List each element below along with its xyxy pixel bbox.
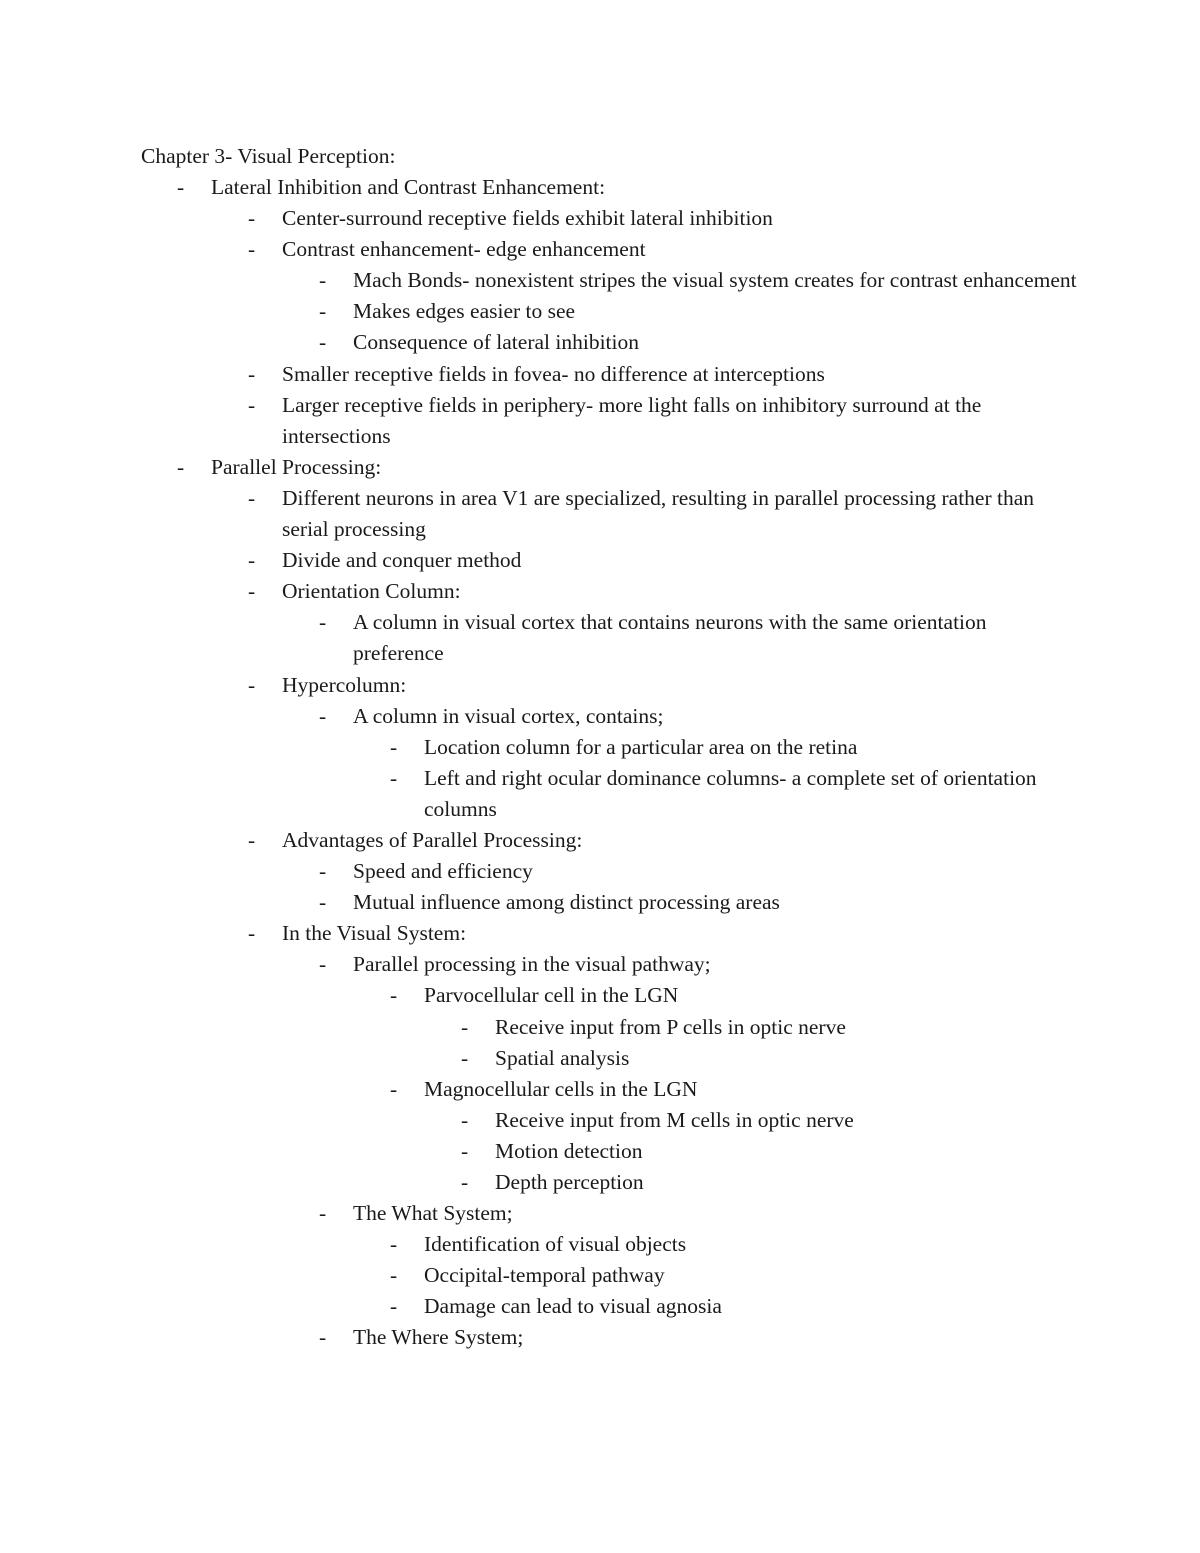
list-item bbox=[141, 265, 1077, 296]
list-item-text: Receive input from P cells in optic nerve bbox=[495, 1014, 846, 1039]
list-item bbox=[141, 1043, 1061, 1074]
bullet-dash: - bbox=[248, 392, 256, 417]
bullet-dash: - bbox=[248, 921, 256, 946]
list-item bbox=[141, 980, 1061, 1011]
list-item bbox=[141, 390, 1061, 452]
list-item bbox=[141, 1198, 1061, 1229]
bullet-dash: - bbox=[461, 1014, 469, 1039]
list-item-text: Damage can lead to visual agnosia bbox=[424, 1294, 722, 1319]
list-item bbox=[141, 701, 1061, 732]
list-item-text: Occipital-temporal pathway bbox=[424, 1263, 665, 1288]
list-item-text: Spatial analysis bbox=[495, 1045, 630, 1070]
bullet-dash: - bbox=[248, 548, 256, 573]
bullet-outline bbox=[141, 172, 1077, 1354]
bullet-dash: - bbox=[461, 1138, 469, 1163]
bullet-dash: - bbox=[248, 485, 256, 510]
bullet-dash: - bbox=[390, 1232, 398, 1257]
bullet-dash: - bbox=[319, 299, 327, 324]
list-item-text: Location column for a particular area on the retina bbox=[424, 734, 858, 759]
list-item bbox=[141, 949, 1061, 980]
list-item bbox=[141, 887, 1061, 918]
list-item bbox=[141, 918, 1061, 949]
bullet-dash: - bbox=[319, 859, 327, 884]
list-item bbox=[141, 763, 1061, 825]
list-item bbox=[141, 1229, 1061, 1260]
bullet-dash: - bbox=[319, 890, 327, 915]
list-item bbox=[141, 1167, 1061, 1198]
list-item-text: Mutual influence among distinct processing areas bbox=[353, 890, 780, 915]
list-item-text: In the Visual System: bbox=[282, 921, 467, 946]
list-item bbox=[141, 1105, 1061, 1136]
bullet-dash: - bbox=[319, 610, 327, 635]
list-item bbox=[141, 607, 1061, 669]
bullet-dash: - bbox=[390, 765, 398, 790]
list-item-text: Mach Bonds- nonexistent stripes the visual system creates for contrast enhancement bbox=[353, 268, 1077, 293]
bullet-dash: - bbox=[390, 1263, 398, 1288]
list-item-text: Smaller receptive fields in fovea- no difference at interceptions bbox=[282, 361, 825, 386]
list-item-text: The What System; bbox=[353, 1201, 513, 1226]
list-item-text: Identification of visual objects bbox=[424, 1232, 687, 1257]
list-item-text: Motion detection bbox=[495, 1138, 643, 1163]
list-item-text: Different neurons in area V1 are specialized, resulting in parallel processing rather than serial processing bbox=[282, 485, 1035, 542]
bullet-dash: - bbox=[319, 268, 327, 293]
bullet-dash: - bbox=[390, 983, 398, 1008]
list-item bbox=[141, 1291, 1061, 1322]
list-item bbox=[141, 670, 1061, 701]
list-item bbox=[141, 545, 1061, 576]
list-item-text: Parvocellular cell in the LGN bbox=[424, 983, 679, 1008]
bullet-dash: - bbox=[390, 1294, 398, 1319]
list-item-text: Left and right ocular dominance columns- a complete set of orientation columns bbox=[424, 765, 1037, 821]
bullet-dash: - bbox=[390, 734, 398, 759]
list-item-text: Divide and conquer method bbox=[282, 548, 522, 573]
list-item-text: Magnocellular cells in the LGN bbox=[424, 1076, 698, 1101]
list-item-text: Parallel Processing: bbox=[211, 454, 382, 479]
bullet-dash: - bbox=[319, 330, 327, 355]
bullet-dash: - bbox=[248, 206, 256, 231]
bullet-dash: - bbox=[461, 1107, 469, 1132]
bullet-dash: - bbox=[319, 1325, 327, 1350]
list-item-text: Parallel processing in the visual pathway; bbox=[353, 952, 711, 977]
list-item-text: Makes edges easier to see bbox=[353, 299, 576, 324]
bullet-dash: - bbox=[248, 579, 256, 604]
bullet-dash: - bbox=[248, 672, 256, 697]
bullet-dash: - bbox=[248, 827, 256, 852]
list-item bbox=[141, 825, 1061, 856]
bullet-dash: - bbox=[461, 1045, 469, 1070]
bullet-dash: - bbox=[390, 1076, 398, 1101]
list-item-text: Orientation Column: bbox=[282, 579, 461, 604]
bullet-dash: - bbox=[461, 1170, 469, 1194]
list-item-text: Receive input from M cells in optic nerve bbox=[495, 1107, 854, 1132]
list-item bbox=[141, 1012, 1061, 1043]
list-item bbox=[141, 483, 1061, 545]
list-item bbox=[141, 452, 1061, 483]
list-item bbox=[141, 1074, 1061, 1105]
bullet-dash: - bbox=[248, 237, 256, 262]
list-item bbox=[141, 234, 1061, 265]
list-item-text: Larger receptive fields in periphery- more light falls on inhibitory surround at the intersections bbox=[282, 392, 982, 448]
bullet-dash: - bbox=[177, 454, 185, 479]
list-item bbox=[141, 1322, 1061, 1353]
list-item bbox=[141, 576, 1061, 607]
bullet-dash: - bbox=[319, 1201, 327, 1226]
list-item-text: Depth perception bbox=[495, 1170, 644, 1194]
bullet-dash: - bbox=[248, 361, 256, 386]
list-item bbox=[141, 1136, 1061, 1167]
list-item-text: The Where System; bbox=[353, 1325, 524, 1350]
list-item bbox=[141, 1260, 1061, 1291]
list-item-text: Advantages of Parallel Processing: bbox=[282, 827, 583, 852]
list-item-text: Speed and efficiency bbox=[353, 859, 533, 884]
bullet-dash: - bbox=[177, 175, 185, 199]
list-item bbox=[141, 359, 1061, 390]
list-item bbox=[141, 732, 1061, 763]
list-item-text: Lateral Inhibition and Contrast Enhancement: bbox=[211, 175, 606, 199]
list-item-text: A column in visual cortex, contains; bbox=[353, 703, 664, 728]
bullet-dash: - bbox=[319, 703, 327, 728]
list-item-text: Hypercolumn: bbox=[282, 672, 407, 697]
bullet-dash: - bbox=[319, 952, 327, 977]
page-title: Chapter 3- Visual Perception: bbox=[141, 144, 396, 168]
list-item-text: Consequence of lateral inhibition bbox=[353, 330, 639, 355]
list-item bbox=[141, 172, 1061, 203]
list-item bbox=[141, 296, 1061, 327]
list-item-text: A column in visual cortex that contains neurons with the same orientation preference bbox=[353, 610, 987, 666]
list-item-text: Contrast enhancement- edge enhancement bbox=[282, 237, 646, 262]
list-item bbox=[141, 327, 1061, 358]
list-item-text: Center-surround receptive fields exhibit lateral inhibition bbox=[282, 206, 773, 231]
list-item bbox=[141, 856, 1061, 887]
list-item bbox=[141, 203, 1061, 234]
